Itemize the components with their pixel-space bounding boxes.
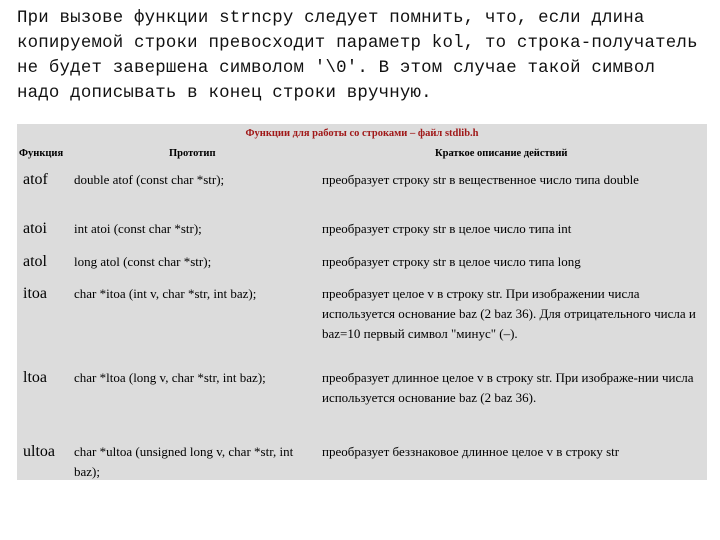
function-name: itoa [23,285,47,302]
intro-paragraph: При вызове функции strncpy следует помнить, что, если длина копируемой строки превосходит параметр kol, то строка-получатель не будет завершена символом '\0'. В этом случае такой символ надо дописывать в конец строки вручную. [17,9,709,103]
function-prototype: double atof (const char *str); [74,172,225,187]
function-prototype: char *ultoa (unsigned long v, char *str, int baz); [74,444,294,479]
function-description: преобразует строку str в вещественное число типа double [322,172,639,187]
string-functions-table [17,124,707,480]
function-description: преобразует строку str в целое число типа int [322,221,572,236]
function-name: atoi [23,220,47,237]
function-name: ultoa [23,443,55,460]
function-description: преобразует длинное целое v в строку str. При изображе-нии числа используется основание baz (2 baz 36). [322,370,694,405]
table-caption: Функции для работы со строками – файл stdlib.h [245,128,479,139]
header-prototype: Прототип [169,148,216,159]
function-prototype: int atoi (const char *str); [74,221,202,236]
function-name: atol [23,253,47,270]
function-name: atof [23,171,48,188]
function-description: преобразует беззнаковое длинное целое v в строку str [322,444,620,459]
function-prototype: long atol (const char *str); [74,254,212,269]
function-prototype: char *ltoa (long v, char *str, int baz); [74,370,266,385]
header-function: Функция [19,148,64,159]
function-description: преобразует строку str в целое число типа long [322,254,581,269]
header-description: Краткое описание действий [435,148,568,159]
function-description: преобразует целое v в строку str. При изображении числа используется основание baz (2 baz 36). Для отрицательного числа и baz=10 первый символ "минус" (–). [322,286,696,341]
function-prototype: char *itoa (int v, char *str, int baz); [74,286,257,301]
function-name: ltoa [23,369,47,386]
